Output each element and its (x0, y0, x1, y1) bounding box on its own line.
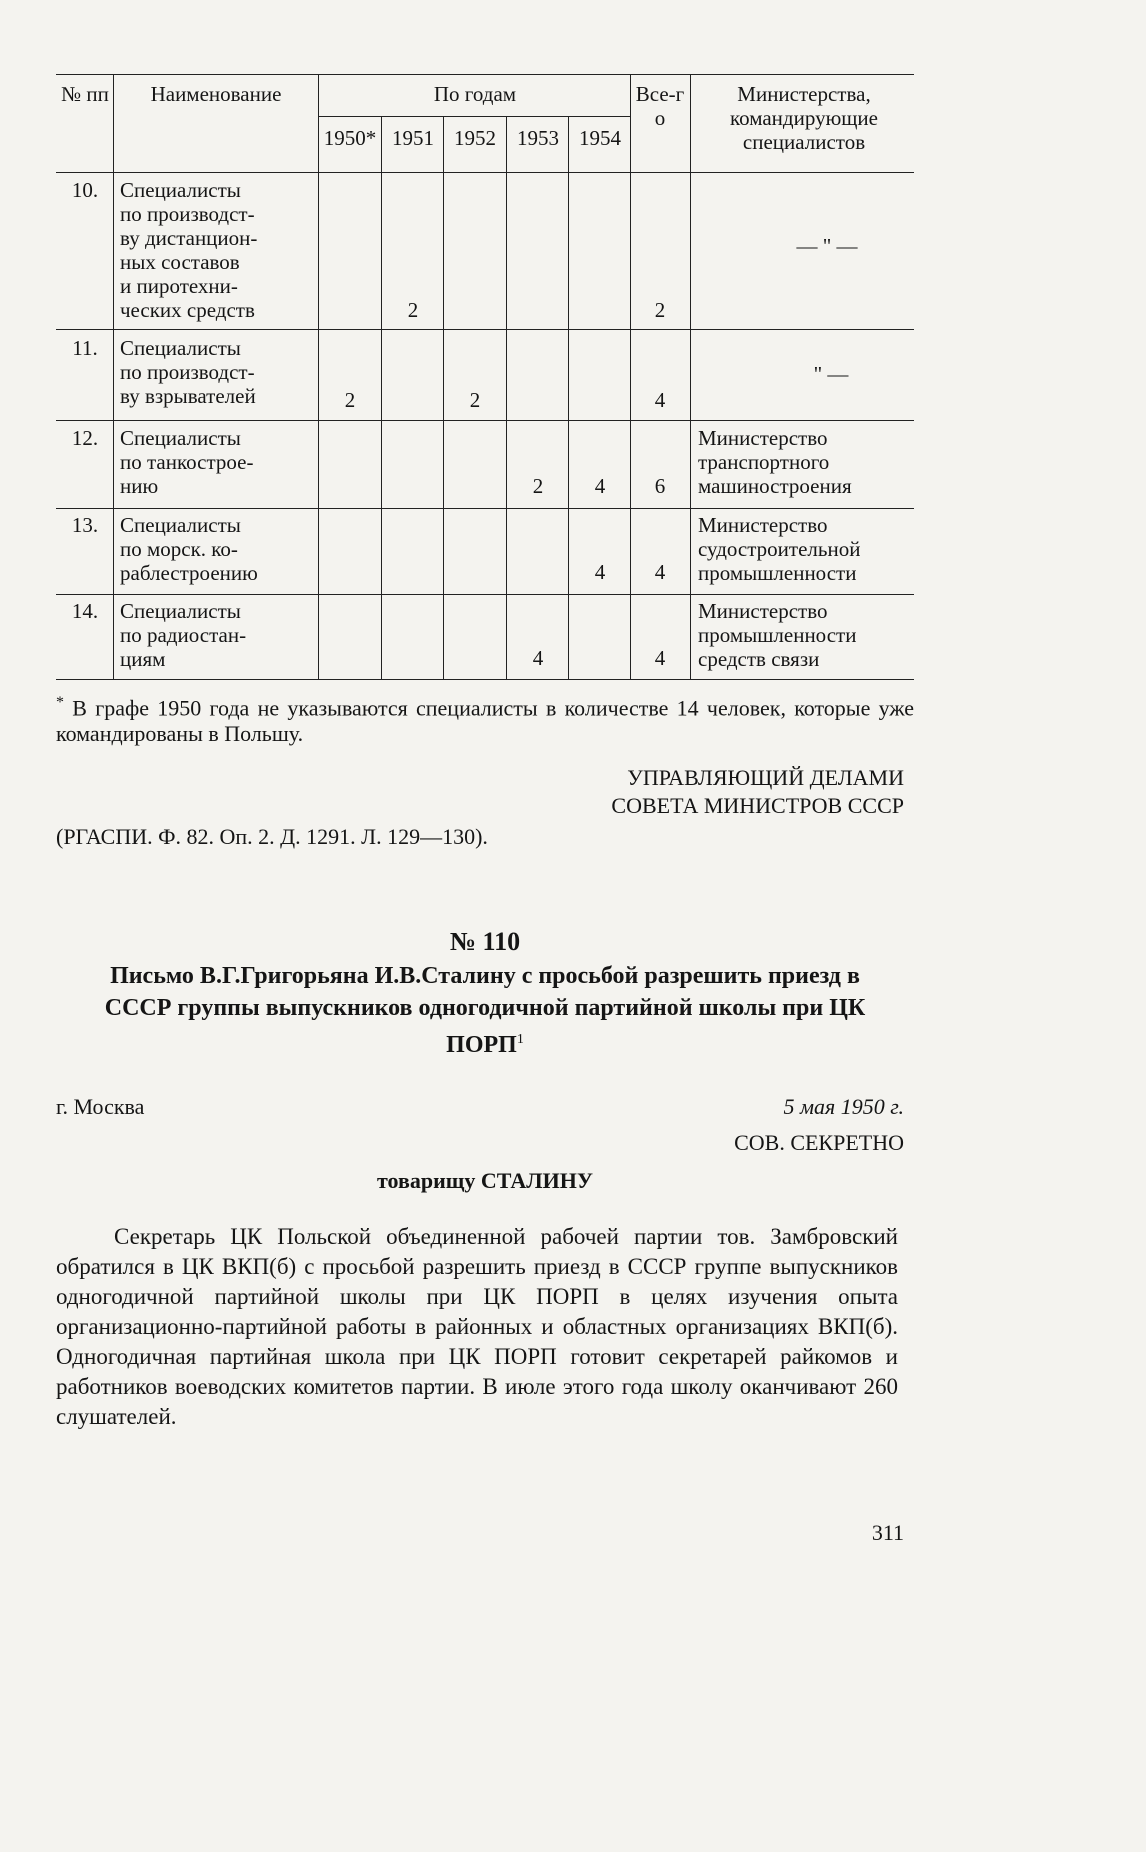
page-number: 311 (871, 1520, 904, 1545)
row-num: 14. (71, 599, 99, 623)
row-name: Специалисты по морск. ко- раблестроению (120, 513, 258, 585)
document-title-text: Письмо В.Г.Григорьяна И.В.Сталину с просьбой разрешить приезд в СССР группы выпускников одногодичной партийной школы при ЦК ПОРП (104, 963, 866, 1058)
header-bottom-rule (56, 172, 914, 173)
archive-reference: (РГАСПИ. Ф. 82. Оп. 2. Д. 1291. Л. 129—130). (56, 824, 488, 849)
row-name: Специалисты по производст- ву дистанцион- ных составов и пиротехни- ческих средств (120, 178, 258, 322)
row-name: Специалисты по производст- ву взрывателей (120, 336, 256, 408)
row-y1950: 2 (344, 388, 356, 412)
table-footnote (56, 690, 914, 747)
col-rule (630, 74, 631, 679)
title-footnote-mark: 1 (516, 1032, 524, 1047)
col-rule (381, 116, 382, 679)
years-subheader-rule (318, 116, 630, 117)
row-total: 4 (654, 388, 666, 412)
header-year-1951: 1951 (392, 126, 434, 150)
document-title (100, 960, 870, 1061)
row-y1954: 4 (594, 560, 606, 584)
row-y1954: 4 (594, 474, 606, 498)
table-top-rule (56, 74, 914, 75)
row-total: 4 (654, 560, 666, 584)
document-place: г. Москва (56, 1094, 145, 1119)
row-rule (56, 329, 914, 330)
row-num: 12. (71, 426, 99, 450)
document-date: 5 мая 1950 г. (783, 1094, 904, 1119)
addressee: товарищу СТАЛИНУ (377, 1168, 593, 1193)
col-rule (568, 116, 569, 679)
footnote-marker: * (56, 694, 64, 711)
row-ministry: — " — (796, 234, 858, 258)
row-num: 13. (71, 513, 99, 537)
document-number: № 110 (449, 927, 521, 956)
header-year-1950: 1950* (323, 126, 377, 150)
col-rule (506, 116, 507, 679)
header-year-1952: 1952 (454, 126, 496, 150)
row-rule (56, 508, 914, 509)
row-total: 6 (654, 474, 666, 498)
col-rule (443, 116, 444, 679)
row-total: 4 (654, 646, 666, 670)
row-y1953: 2 (532, 474, 544, 498)
row-y1953: 4 (532, 646, 544, 670)
col-rule (690, 74, 691, 679)
header-total: Все-го (635, 82, 685, 130)
header-num: № пп (61, 82, 109, 106)
row-num: 10. (71, 178, 99, 202)
col-rule (113, 74, 114, 679)
row-y1951: 2 (407, 298, 419, 322)
row-num: 11. (72, 336, 98, 360)
row-name: Специалисты по танкострое- нию (120, 426, 254, 498)
row-name: Специалисты по радиостан- циям (120, 599, 247, 671)
letter-body: Секретарь ЦК Польской объединенной рабочей партии тов. Замбровский обратился в ЦК ВКП(б) с просьбой разрешить приезд в СССР группе выпускников одногодичной партийной школы при ЦК ПОРП в целях изучения опыта организационно-партийной работы в районных и областных организациях ВКП(б). Одногодичная партийная школа при ЦК ПОРП готовит секретарей райкомов и работников воеводских комитетов партии. В июле этого года школу оканчивают 260 слушателей. (56, 1224, 898, 1429)
row-y1952: 2 (469, 388, 481, 412)
row-rule (56, 420, 914, 421)
header-year-1953: 1953 (517, 126, 559, 150)
header-by-years: По годам (433, 82, 517, 106)
row-rule (56, 594, 914, 595)
classification-stamp: СОВ. СЕКРЕТНО (734, 1130, 904, 1155)
col-rule (318, 74, 319, 679)
signature-line-1: УПРАВЛЯЮЩИЙ ДЕЛАМИ (627, 765, 904, 790)
table-bottom-rule (56, 679, 914, 680)
header-year-1954: 1954 (579, 126, 621, 150)
signature-line-2: СОВЕТА МИНИСТРОВ СССР (611, 793, 904, 818)
row-ministry: Министерство транспортного машиностроения (698, 426, 852, 498)
footnote-text: В графе 1950 года не указываются специалисты в количестве 14 человек, которые уже командированы в Польшу. (56, 695, 914, 747)
header-ministries: Министерства, командирующие специалистов (729, 82, 878, 154)
row-ministry: Министерство судостроительной промышленности (698, 513, 861, 585)
row-ministry: " — (813, 362, 849, 386)
row-ministry: Министерство промышленности средств связи (698, 599, 857, 671)
row-total: 2 (654, 298, 666, 322)
header-name: Наименование (150, 82, 282, 106)
